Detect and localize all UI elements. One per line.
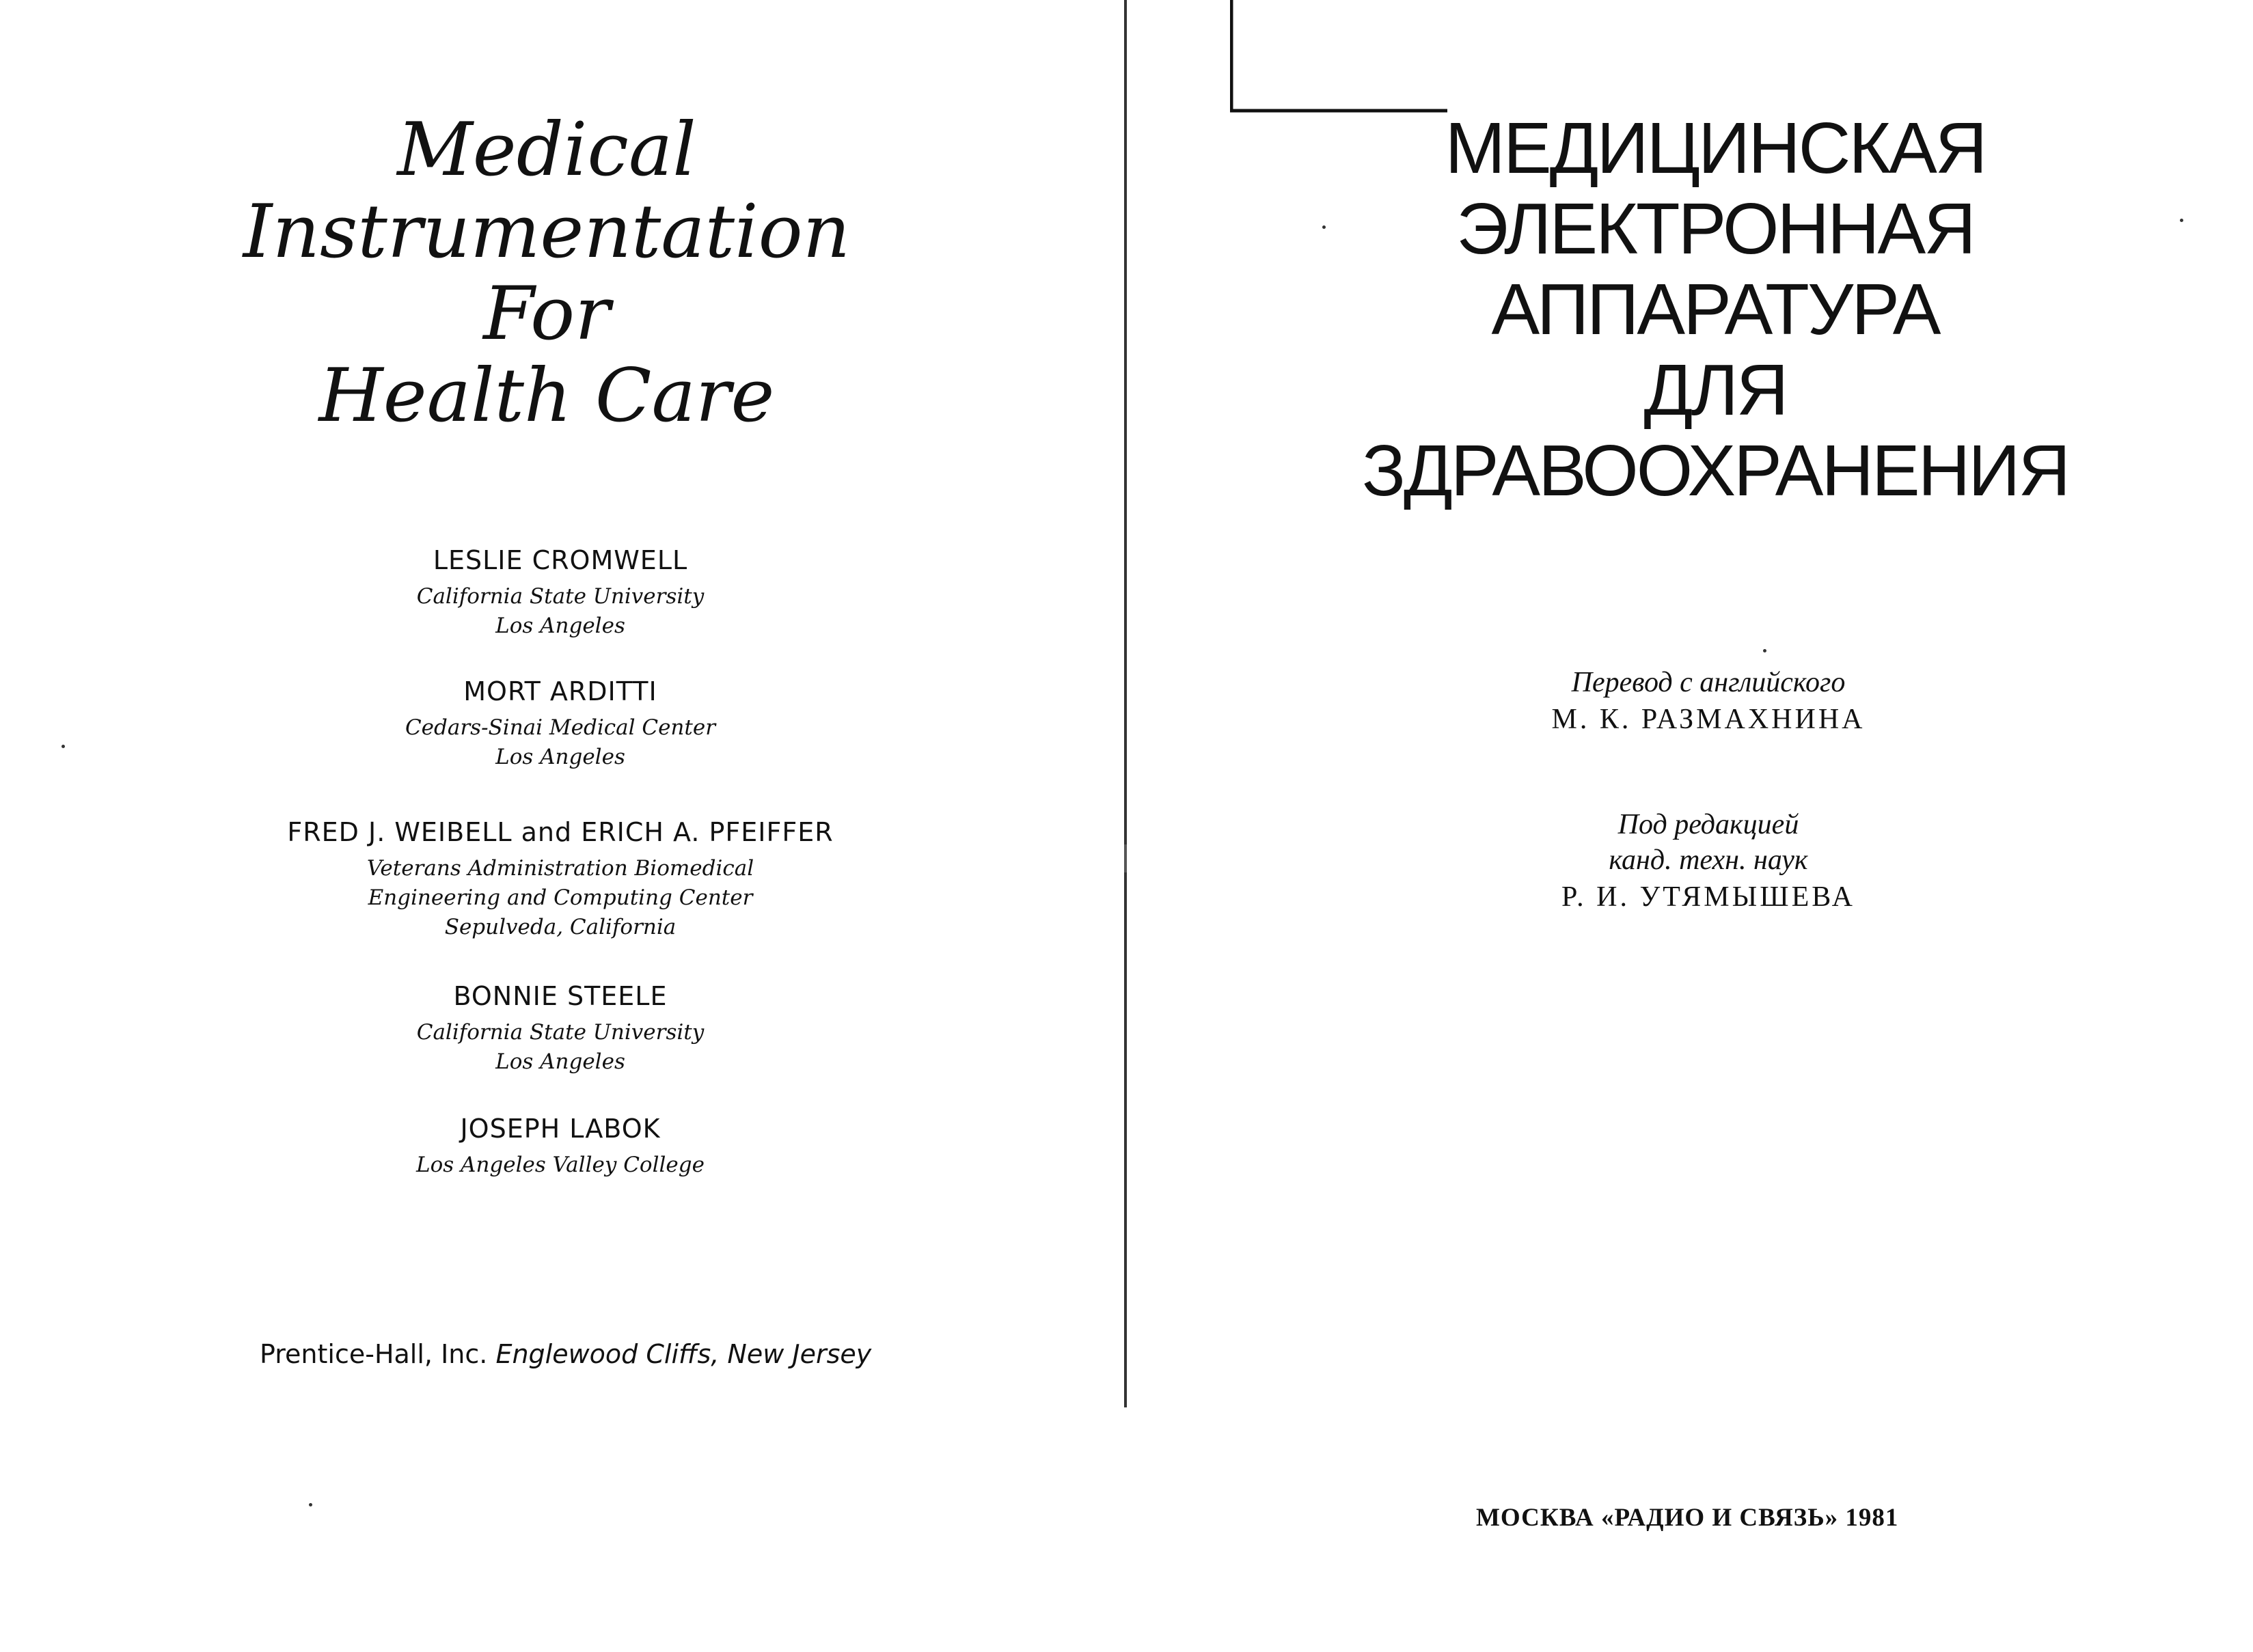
english-title-line: Instrumentation	[243, 189, 851, 275]
author-affiliation: Cedars-Sinai Medical Center	[405, 715, 716, 740]
author-affiliation: California State University	[416, 584, 705, 609]
russian-title-line: ДЛЯ	[1643, 350, 1787, 430]
russian-publisher: МОСКВА «РАДИО И СВЯЗЬ» 1981	[1476, 1504, 1899, 1532]
editor-line: Под редакцией	[1617, 809, 1799, 840]
publisher-name: Prentice-Hall, Inc.	[260, 1339, 488, 1369]
scan-speck	[309, 1503, 312, 1506]
author-entry	[232, 545, 888, 641]
publisher-place: Englewood Cliffs, New Jersey	[495, 1339, 872, 1369]
editor-line: канд. техн. наук	[1609, 844, 1808, 876]
author-affiliation: Los Angeles	[495, 745, 625, 769]
author-affiliation: Los Angeles Valley College	[416, 1153, 705, 1177]
author-name: FRED J. WEIBELL and ERICH A. PFEIFFER	[287, 817, 834, 847]
translator-name: М. К. РАЗМАХНИНА	[1551, 704, 1866, 735]
author-affiliation: Los Angeles	[495, 614, 625, 638]
author-name: MORT ARDITTI	[463, 676, 657, 706]
editor-name: Р. И. УТЯМЫШЕВА	[1561, 881, 1855, 913]
author-affiliation: Sepulveda, California	[444, 915, 677, 939]
russian-title-line: ЭЛЕКТРОННАЯ	[1456, 189, 1974, 269]
translation-credit	[1449, 666, 1968, 736]
russian-title	[1339, 108, 2091, 511]
english-publisher	[260, 1339, 871, 1369]
page-gutter-line	[1124, 0, 1127, 1407]
author-name: JOSEPH LABOK	[460, 1114, 661, 1144]
crop-corner-mark	[1230, 0, 1449, 115]
author-affiliation: Los Angeles	[495, 1049, 625, 1074]
scan-speck	[62, 745, 65, 748]
editor-credit	[1449, 808, 1968, 913]
author-entry	[232, 817, 888, 942]
russian-title-line: МЕДИЦИНСКАЯ	[1445, 108, 1986, 189]
russian-title-line: АППАРАТУРА	[1491, 269, 1939, 350]
author-affiliation: Engineering and Computing Center	[368, 885, 753, 910]
english-title	[205, 109, 888, 437]
english-title-line: Medical	[397, 107, 696, 193]
author-entry	[232, 981, 888, 1077]
scan-speck	[1322, 225, 1326, 229]
scan-speck	[2180, 219, 2183, 222]
russian-title-line: ЗДРАВООХРАНЕНИЯ	[1362, 430, 2068, 511]
author-affiliation: California State University	[416, 1020, 705, 1045]
author-name: BONNIE STEELE	[453, 981, 668, 1011]
english-title-line: For	[483, 271, 610, 357]
author-affiliation: Veterans Administration Biomedical	[366, 856, 754, 881]
author-entry	[232, 1114, 888, 1180]
english-title-line: Health Care	[318, 353, 775, 439]
translation-note: Перевод с английского	[1571, 667, 1846, 698]
author-entry	[232, 676, 888, 772]
scan-speck	[1763, 649, 1766, 652]
author-name: LESLIE CROMWELL	[433, 545, 688, 575]
